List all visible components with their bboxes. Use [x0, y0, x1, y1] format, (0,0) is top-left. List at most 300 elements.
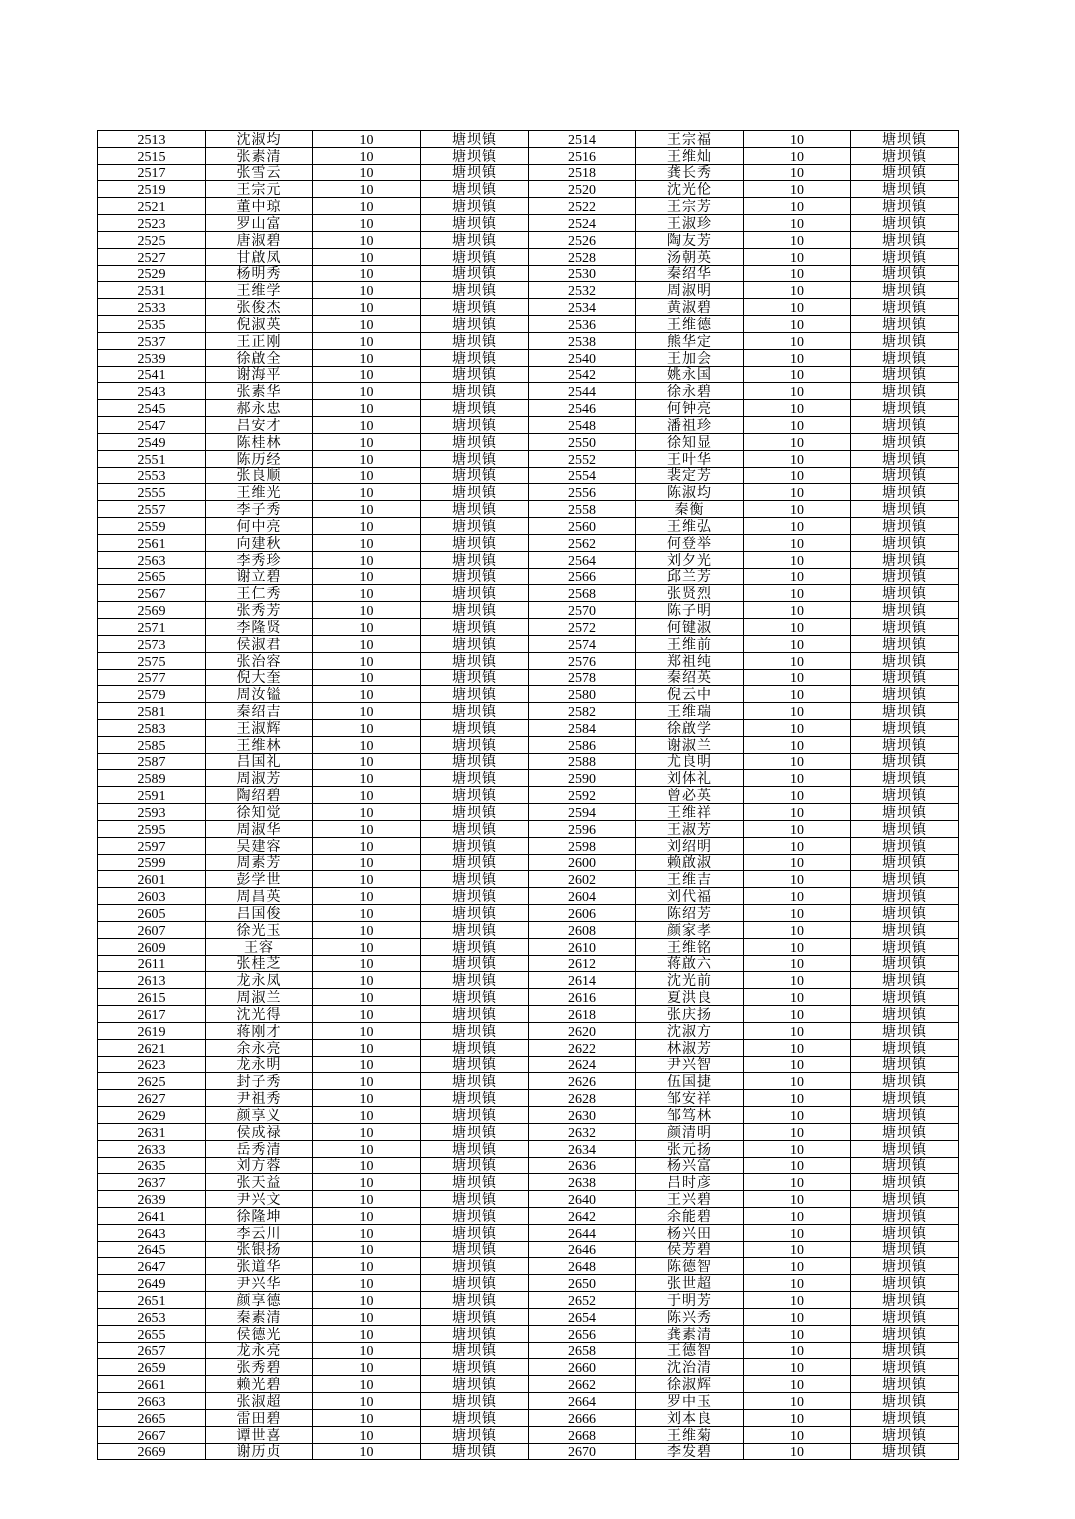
town-cell: 塘坝镇 [421, 1258, 529, 1275]
amount-cell: 10 [313, 299, 421, 316]
town-cell: 塘坝镇 [421, 299, 529, 316]
amount-cell: 10 [313, 703, 421, 720]
town-cell: 塘坝镇 [421, 1073, 529, 1090]
amount-cell: 10 [313, 1006, 421, 1023]
name-cell: 郝永忠 [206, 400, 313, 417]
name-cell: 董中琼 [206, 198, 313, 215]
town-cell: 塘坝镇 [421, 837, 529, 854]
amount-cell: 10 [744, 131, 851, 148]
amount-cell: 10 [744, 871, 851, 888]
town-cell: 塘坝镇 [421, 921, 529, 938]
town-cell: 塘坝镇 [421, 888, 529, 905]
amount-cell: 10 [313, 619, 421, 636]
id-cell: 2599 [98, 854, 206, 871]
town-cell: 塘坝镇 [421, 635, 529, 652]
name-cell: 周淑华 [206, 820, 313, 837]
id-cell: 2616 [529, 989, 636, 1006]
amount-cell: 10 [313, 938, 421, 955]
town-cell: 塘坝镇 [421, 1208, 529, 1225]
amount-cell: 10 [744, 1006, 851, 1023]
name-cell: 侯芳碧 [636, 1241, 744, 1258]
amount-cell: 10 [744, 1224, 851, 1241]
town-cell: 塘坝镇 [851, 1208, 959, 1225]
name-cell: 周汝镒 [206, 686, 313, 703]
town-cell: 塘坝镇 [421, 1308, 529, 1325]
table-row [98, 619, 959, 636]
amount-cell: 10 [313, 1292, 421, 1309]
town-cell: 塘坝镇 [421, 383, 529, 400]
table-row [98, 921, 959, 938]
amount-cell: 10 [313, 332, 421, 349]
table-row [98, 164, 959, 181]
name-cell: 秦衡 [636, 501, 744, 518]
name-cell: 甘啟凤 [206, 248, 313, 265]
table-row [98, 433, 959, 450]
amount-cell: 10 [313, 551, 421, 568]
town-cell: 塘坝镇 [421, 753, 529, 770]
name-cell: 尹祖秀 [206, 1090, 313, 1107]
table-row [98, 400, 959, 417]
name-cell: 陈德智 [636, 1258, 744, 1275]
id-cell: 2655 [98, 1325, 206, 1342]
table-row [98, 1393, 959, 1410]
amount-cell: 10 [744, 1409, 851, 1426]
id-cell: 2528 [529, 248, 636, 265]
name-cell: 王德智 [636, 1342, 744, 1359]
town-cell: 塘坝镇 [851, 1376, 959, 1393]
amount-cell: 10 [744, 1022, 851, 1039]
amount-cell: 10 [313, 248, 421, 265]
table-row [98, 871, 959, 888]
town-cell: 塘坝镇 [421, 686, 529, 703]
id-cell: 2649 [98, 1275, 206, 1292]
id-cell: 2596 [529, 820, 636, 837]
amount-cell: 10 [313, 1258, 421, 1275]
name-cell: 徐隆坤 [206, 1208, 313, 1225]
table-row [98, 181, 959, 198]
id-cell: 2563 [98, 551, 206, 568]
name-cell: 王兴碧 [636, 1191, 744, 1208]
amount-cell: 10 [313, 1393, 421, 1410]
amount-cell: 10 [313, 349, 421, 366]
name-cell: 何键淑 [636, 619, 744, 636]
town-cell: 塘坝镇 [851, 1308, 959, 1325]
town-cell: 塘坝镇 [851, 181, 959, 198]
town-cell: 塘坝镇 [851, 417, 959, 434]
amount-cell: 10 [313, 955, 421, 972]
town-cell: 塘坝镇 [421, 1090, 529, 1107]
town-cell: 塘坝镇 [421, 1376, 529, 1393]
amount-cell: 10 [313, 1241, 421, 1258]
name-cell: 王维祥 [636, 804, 744, 821]
name-cell: 王维铭 [636, 938, 744, 955]
id-cell: 2663 [98, 1393, 206, 1410]
id-cell: 2522 [529, 198, 636, 215]
town-cell: 塘坝镇 [421, 265, 529, 282]
id-cell: 2665 [98, 1409, 206, 1426]
amount-cell: 10 [313, 905, 421, 922]
table-row [98, 837, 959, 854]
amount-cell: 10 [744, 164, 851, 181]
id-cell: 2560 [529, 518, 636, 535]
name-cell: 龚素清 [636, 1325, 744, 1342]
town-cell: 塘坝镇 [421, 400, 529, 417]
id-cell: 2654 [529, 1308, 636, 1325]
id-cell: 2571 [98, 619, 206, 636]
id-cell: 2628 [529, 1090, 636, 1107]
town-cell: 塘坝镇 [421, 349, 529, 366]
name-cell: 张良顺 [206, 467, 313, 484]
amount-cell: 10 [313, 366, 421, 383]
amount-cell: 10 [313, 1426, 421, 1443]
id-cell: 2583 [98, 719, 206, 736]
name-cell: 蒋啟六 [636, 955, 744, 972]
amount-cell: 10 [313, 1224, 421, 1241]
id-cell: 2573 [98, 635, 206, 652]
table-row [98, 467, 959, 484]
id-cell: 2524 [529, 215, 636, 232]
amount-cell: 10 [313, 1039, 421, 1056]
table-row [98, 484, 959, 501]
name-cell: 徐淑辉 [636, 1376, 744, 1393]
id-cell: 2551 [98, 450, 206, 467]
id-cell: 2587 [98, 753, 206, 770]
id-cell: 2559 [98, 518, 206, 535]
amount-cell: 10 [744, 1426, 851, 1443]
town-cell: 塘坝镇 [851, 400, 959, 417]
town-cell: 塘坝镇 [851, 518, 959, 535]
id-cell: 2553 [98, 467, 206, 484]
id-cell: 2572 [529, 619, 636, 636]
town-cell: 塘坝镇 [851, 770, 959, 787]
amount-cell: 10 [744, 669, 851, 686]
name-cell: 谢淑兰 [636, 736, 744, 753]
town-cell: 塘坝镇 [851, 1022, 959, 1039]
town-cell: 塘坝镇 [421, 231, 529, 248]
amount-cell: 10 [744, 770, 851, 787]
town-cell: 塘坝镇 [421, 1325, 529, 1342]
amount-cell: 10 [744, 1140, 851, 1157]
table-row [98, 366, 959, 383]
id-cell: 2643 [98, 1224, 206, 1241]
id-cell: 2618 [529, 1006, 636, 1023]
name-cell: 潘祖珍 [636, 417, 744, 434]
amount-cell: 10 [313, 837, 421, 854]
amount-cell: 10 [744, 551, 851, 568]
amount-cell: 10 [744, 736, 851, 753]
amount-cell: 10 [744, 231, 851, 248]
table-row [98, 652, 959, 669]
id-cell: 2588 [529, 753, 636, 770]
amount-cell: 10 [313, 719, 421, 736]
id-cell: 2595 [98, 820, 206, 837]
id-cell: 2639 [98, 1191, 206, 1208]
town-cell: 塘坝镇 [421, 1022, 529, 1039]
name-cell: 唐淑碧 [206, 231, 313, 248]
name-cell: 彭学世 [206, 871, 313, 888]
amount-cell: 10 [313, 181, 421, 198]
name-cell: 沈光得 [206, 1006, 313, 1023]
id-cell: 2660 [529, 1359, 636, 1376]
amount-cell: 10 [313, 972, 421, 989]
amount-cell: 10 [313, 635, 421, 652]
name-cell: 张元扬 [636, 1140, 744, 1157]
id-cell: 2645 [98, 1241, 206, 1258]
town-cell: 塘坝镇 [851, 1140, 959, 1157]
id-cell: 2593 [98, 804, 206, 821]
table-row [98, 1039, 959, 1056]
id-cell: 2638 [529, 1174, 636, 1191]
amount-cell: 10 [313, 400, 421, 417]
name-cell: 张秀芳 [206, 602, 313, 619]
id-cell: 2578 [529, 669, 636, 686]
id-cell: 2546 [529, 400, 636, 417]
town-cell: 塘坝镇 [421, 1140, 529, 1157]
id-cell: 2615 [98, 989, 206, 1006]
id-cell: 2513 [98, 131, 206, 148]
name-cell: 张秀碧 [206, 1359, 313, 1376]
name-cell: 刘本良 [636, 1409, 744, 1426]
table-row [98, 1006, 959, 1023]
id-cell: 2580 [529, 686, 636, 703]
id-cell: 2548 [529, 417, 636, 434]
amount-cell: 10 [313, 1174, 421, 1191]
town-cell: 塘坝镇 [851, 1409, 959, 1426]
town-cell: 塘坝镇 [851, 332, 959, 349]
name-cell: 张庆扬 [636, 1006, 744, 1023]
amount-cell: 10 [744, 181, 851, 198]
name-cell: 张天益 [206, 1174, 313, 1191]
name-cell: 王维弘 [636, 518, 744, 535]
table-row [98, 1208, 959, 1225]
id-cell: 2543 [98, 383, 206, 400]
table-row [98, 1157, 959, 1174]
name-cell: 邹安祥 [636, 1090, 744, 1107]
name-cell: 陶绍碧 [206, 787, 313, 804]
amount-cell: 10 [313, 1056, 421, 1073]
id-cell: 2620 [529, 1022, 636, 1039]
id-cell: 2523 [98, 215, 206, 232]
town-cell: 塘坝镇 [421, 719, 529, 736]
roster-table-body [98, 131, 959, 1460]
name-cell: 李子秀 [206, 501, 313, 518]
town-cell: 塘坝镇 [421, 955, 529, 972]
name-cell: 龚长秀 [636, 164, 744, 181]
town-cell: 塘坝镇 [421, 164, 529, 181]
amount-cell: 10 [744, 972, 851, 989]
town-cell: 塘坝镇 [421, 820, 529, 837]
amount-cell: 10 [744, 349, 851, 366]
town-cell: 塘坝镇 [421, 1224, 529, 1241]
name-cell: 王维吉 [636, 871, 744, 888]
amount-cell: 10 [744, 1258, 851, 1275]
town-cell: 塘坝镇 [421, 1039, 529, 1056]
id-cell: 2637 [98, 1174, 206, 1191]
id-cell: 2536 [529, 316, 636, 333]
id-cell: 2640 [529, 1191, 636, 1208]
name-cell: 张淑超 [206, 1393, 313, 1410]
town-cell: 塘坝镇 [421, 248, 529, 265]
table-row [98, 753, 959, 770]
name-cell: 沈淑方 [636, 1022, 744, 1039]
table-row [98, 854, 959, 871]
id-cell: 2530 [529, 265, 636, 282]
name-cell: 黄淑碧 [636, 299, 744, 316]
town-cell: 塘坝镇 [851, 719, 959, 736]
table-row [98, 1258, 959, 1275]
name-cell: 王维德 [636, 316, 744, 333]
amount-cell: 10 [313, 467, 421, 484]
amount-cell: 10 [744, 1443, 851, 1460]
town-cell: 塘坝镇 [851, 854, 959, 871]
table-row [98, 1325, 959, 1342]
amount-cell: 10 [744, 1056, 851, 1073]
id-cell: 2590 [529, 770, 636, 787]
id-cell: 2624 [529, 1056, 636, 1073]
id-cell: 2629 [98, 1107, 206, 1124]
name-cell: 邱兰芳 [636, 568, 744, 585]
name-cell: 周淑芳 [206, 770, 313, 787]
amount-cell: 10 [313, 669, 421, 686]
name-cell: 张世超 [636, 1275, 744, 1292]
name-cell: 王维林 [206, 736, 313, 753]
id-cell: 2518 [529, 164, 636, 181]
amount-cell: 10 [313, 484, 421, 501]
name-cell: 陈桂林 [206, 433, 313, 450]
table-row [98, 349, 959, 366]
amount-cell: 10 [313, 736, 421, 753]
name-cell: 王宗元 [206, 181, 313, 198]
amount-cell: 10 [744, 585, 851, 602]
name-cell: 李发碧 [636, 1443, 744, 1460]
town-cell: 塘坝镇 [851, 568, 959, 585]
table-row [98, 804, 959, 821]
id-cell: 2610 [529, 938, 636, 955]
id-cell: 2597 [98, 837, 206, 854]
name-cell: 裴定芳 [636, 467, 744, 484]
name-cell: 沈光前 [636, 972, 744, 989]
id-cell: 2585 [98, 736, 206, 753]
table-row [98, 551, 959, 568]
amount-cell: 10 [744, 467, 851, 484]
name-cell: 王仁秀 [206, 585, 313, 602]
name-cell: 龙永明 [206, 1056, 313, 1073]
name-cell: 李云川 [206, 1224, 313, 1241]
amount-cell: 10 [744, 854, 851, 871]
name-cell: 封子秀 [206, 1073, 313, 1090]
table-row [98, 787, 959, 804]
id-cell: 2539 [98, 349, 206, 366]
table-row [98, 989, 959, 1006]
table-row [98, 686, 959, 703]
id-cell: 2525 [98, 231, 206, 248]
table-row [98, 332, 959, 349]
amount-cell: 10 [744, 417, 851, 434]
table-row [98, 1191, 959, 1208]
table-row [98, 265, 959, 282]
table-row [98, 518, 959, 535]
name-cell: 王维前 [636, 635, 744, 652]
amount-cell: 10 [744, 1123, 851, 1140]
id-cell: 2514 [529, 131, 636, 148]
name-cell: 颜清明 [636, 1123, 744, 1140]
town-cell: 塘坝镇 [851, 1006, 959, 1023]
name-cell: 伍国捷 [636, 1073, 744, 1090]
town-cell: 塘坝镇 [851, 753, 959, 770]
town-cell: 塘坝镇 [421, 1241, 529, 1258]
town-cell: 塘坝镇 [421, 669, 529, 686]
name-cell: 余永亮 [206, 1039, 313, 1056]
amount-cell: 10 [313, 1342, 421, 1359]
town-cell: 塘坝镇 [851, 265, 959, 282]
name-cell: 夏洪良 [636, 989, 744, 1006]
id-cell: 2659 [98, 1359, 206, 1376]
town-cell: 塘坝镇 [851, 1056, 959, 1073]
table-row [98, 248, 959, 265]
amount-cell: 10 [313, 131, 421, 148]
name-cell: 刘代福 [636, 888, 744, 905]
name-cell: 杨明秀 [206, 265, 313, 282]
town-cell: 塘坝镇 [851, 349, 959, 366]
town-cell: 塘坝镇 [421, 585, 529, 602]
name-cell: 王维光 [206, 484, 313, 501]
name-cell: 林淑芳 [636, 1039, 744, 1056]
town-cell: 塘坝镇 [851, 1107, 959, 1124]
town-cell: 塘坝镇 [421, 1443, 529, 1460]
id-cell: 2562 [529, 534, 636, 551]
id-cell: 2630 [529, 1107, 636, 1124]
name-cell: 吕安才 [206, 417, 313, 434]
town-cell: 塘坝镇 [421, 316, 529, 333]
name-cell: 周素芳 [206, 854, 313, 871]
town-cell: 塘坝镇 [851, 551, 959, 568]
id-cell: 2555 [98, 484, 206, 501]
amount-cell: 10 [313, 753, 421, 770]
amount-cell: 10 [744, 1191, 851, 1208]
table-row [98, 282, 959, 299]
id-cell: 2531 [98, 282, 206, 299]
name-cell: 王容 [206, 938, 313, 955]
id-cell: 2519 [98, 181, 206, 198]
amount-cell: 10 [313, 1022, 421, 1039]
town-cell: 塘坝镇 [421, 433, 529, 450]
table-row [98, 1073, 959, 1090]
town-cell: 塘坝镇 [421, 602, 529, 619]
name-cell: 王维瑞 [636, 703, 744, 720]
id-cell: 2554 [529, 467, 636, 484]
id-cell: 2611 [98, 955, 206, 972]
name-cell: 颜享德 [206, 1292, 313, 1309]
amount-cell: 10 [313, 989, 421, 1006]
id-cell: 2631 [98, 1123, 206, 1140]
id-cell: 2609 [98, 938, 206, 955]
town-cell: 塘坝镇 [851, 1224, 959, 1241]
town-cell: 塘坝镇 [851, 299, 959, 316]
table-row [98, 299, 959, 316]
amount-cell: 10 [744, 820, 851, 837]
amount-cell: 10 [313, 1325, 421, 1342]
town-cell: 塘坝镇 [851, 955, 959, 972]
id-cell: 2535 [98, 316, 206, 333]
amount-cell: 10 [313, 1275, 421, 1292]
amount-cell: 10 [744, 433, 851, 450]
name-cell: 杨兴田 [636, 1224, 744, 1241]
name-cell: 张银扬 [206, 1241, 313, 1258]
town-cell: 塘坝镇 [851, 147, 959, 164]
town-cell: 塘坝镇 [851, 484, 959, 501]
id-cell: 2622 [529, 1039, 636, 1056]
amount-cell: 10 [744, 147, 851, 164]
